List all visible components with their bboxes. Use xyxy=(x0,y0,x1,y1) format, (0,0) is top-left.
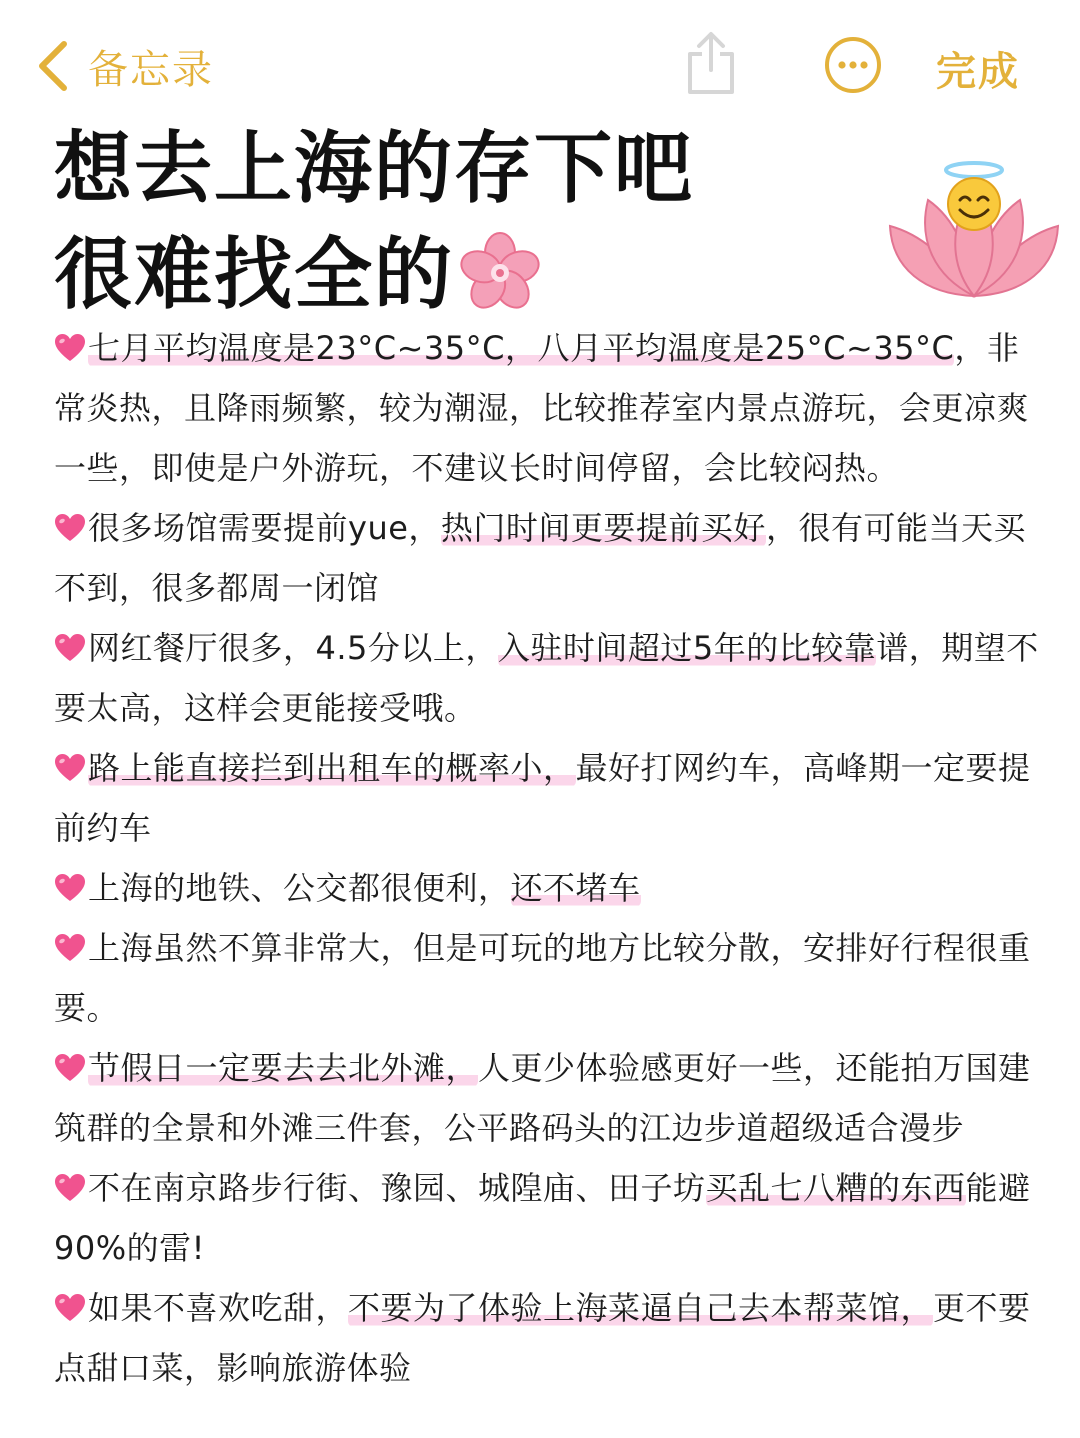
tip-highlight-text: 不要为了体验上海菜逼自己去本帮菜馆， xyxy=(348,1289,934,1327)
tip-highlight-text: 节假日一定要去去北外滩， xyxy=(88,1049,479,1087)
tip-item xyxy=(54,618,1050,738)
tip-text: 不在南京路步行街、豫园、城隍庙、田子坊 xyxy=(88,1169,706,1207)
tip-highlight-text: 七月平均温度是23°C~35°C，八月平均温度是25°C~35°C xyxy=(88,329,955,367)
tip-text: ，很有可能当天买不到，很多都周一闭馆 xyxy=(54,509,1026,607)
cherry-blossom-icon xyxy=(458,229,542,313)
tip-item xyxy=(54,1278,1050,1398)
tip-text: 最好打网约车，高峰期一定要提前约车 xyxy=(54,749,1031,847)
tip-highlight-text: 还不堵车 xyxy=(510,869,641,907)
tip-highlight-text: 热门时间更要提前买好 xyxy=(440,509,766,547)
tip-item xyxy=(54,1038,1050,1158)
tip-text: 上海的地铁、公交都很便利， xyxy=(88,869,511,907)
tip-text: 更不要点甜口菜，影响旅游体验 xyxy=(54,1289,1031,1387)
tip-highlight-text: 买乱七八糟的东西 xyxy=(705,1169,966,1207)
heart-icon xyxy=(54,333,86,363)
heart-icon xyxy=(54,753,86,783)
tip-text: 上海虽然不算非常大，但是可玩的地方比较分散，安排好行程很重要。 xyxy=(54,929,1031,1027)
share-icon[interactable] xyxy=(684,30,738,96)
tip-text: 能避90%的雷! xyxy=(54,1169,1031,1267)
heart-icon xyxy=(54,633,86,663)
title-line-2 xyxy=(54,222,874,328)
tip-text: ，非常炎热，且降雨频繁，较为潮湿，比较推荐室内景点游玩，会更凉爽一些，即使是户外游玩，不建议长时间停留，会比较闷热。 xyxy=(54,329,1030,487)
tip-item xyxy=(54,1158,1050,1278)
tip-item xyxy=(54,918,1050,1038)
heart-icon xyxy=(54,873,86,903)
title-line-1: 想去上海的存下吧 xyxy=(54,124,695,214)
tip-item xyxy=(54,318,1050,498)
back-button[interactable] xyxy=(36,36,214,96)
lotus-emoji xyxy=(884,156,1064,302)
more-icon[interactable] xyxy=(824,36,882,94)
back-label: 备忘录 xyxy=(88,46,214,93)
chevron-left-icon xyxy=(36,40,70,92)
tip-text: 很多场馆需要提前yue， xyxy=(88,509,441,547)
tip-text: 谱，期望不要太高，这样会更能接受哦。 xyxy=(54,629,1039,727)
heart-icon xyxy=(54,933,86,963)
tip-item xyxy=(54,858,1050,918)
done-button[interactable]: 完成 xyxy=(936,49,1020,95)
tip-item xyxy=(54,498,1050,618)
heart-icon xyxy=(54,513,86,543)
tip-highlight-text: 入驻时间超过5年的比较靠 xyxy=(497,629,877,667)
tip-text: 网红餐厅很多，4.5分以上， xyxy=(88,629,498,667)
heart-icon xyxy=(54,1053,86,1083)
tip-item xyxy=(54,738,1050,858)
tip-highlight-text: 路上能直接拦到出租车的概率小， xyxy=(88,749,576,787)
heart-icon xyxy=(54,1173,86,1203)
navigation-bar xyxy=(0,0,1080,120)
note-title xyxy=(54,116,874,328)
tip-text: 如果不喜欢吃甜， xyxy=(88,1289,349,1327)
note-body xyxy=(54,318,1050,1398)
tip-text: 人更少体验感更好一些，还能拍万国建筑群的全景和外滩三件套，公平路码头的江边步道超级适合漫步 xyxy=(54,1049,1031,1147)
title-line-2-text: 很难找全的 xyxy=(54,230,455,320)
heart-icon xyxy=(54,1293,86,1323)
